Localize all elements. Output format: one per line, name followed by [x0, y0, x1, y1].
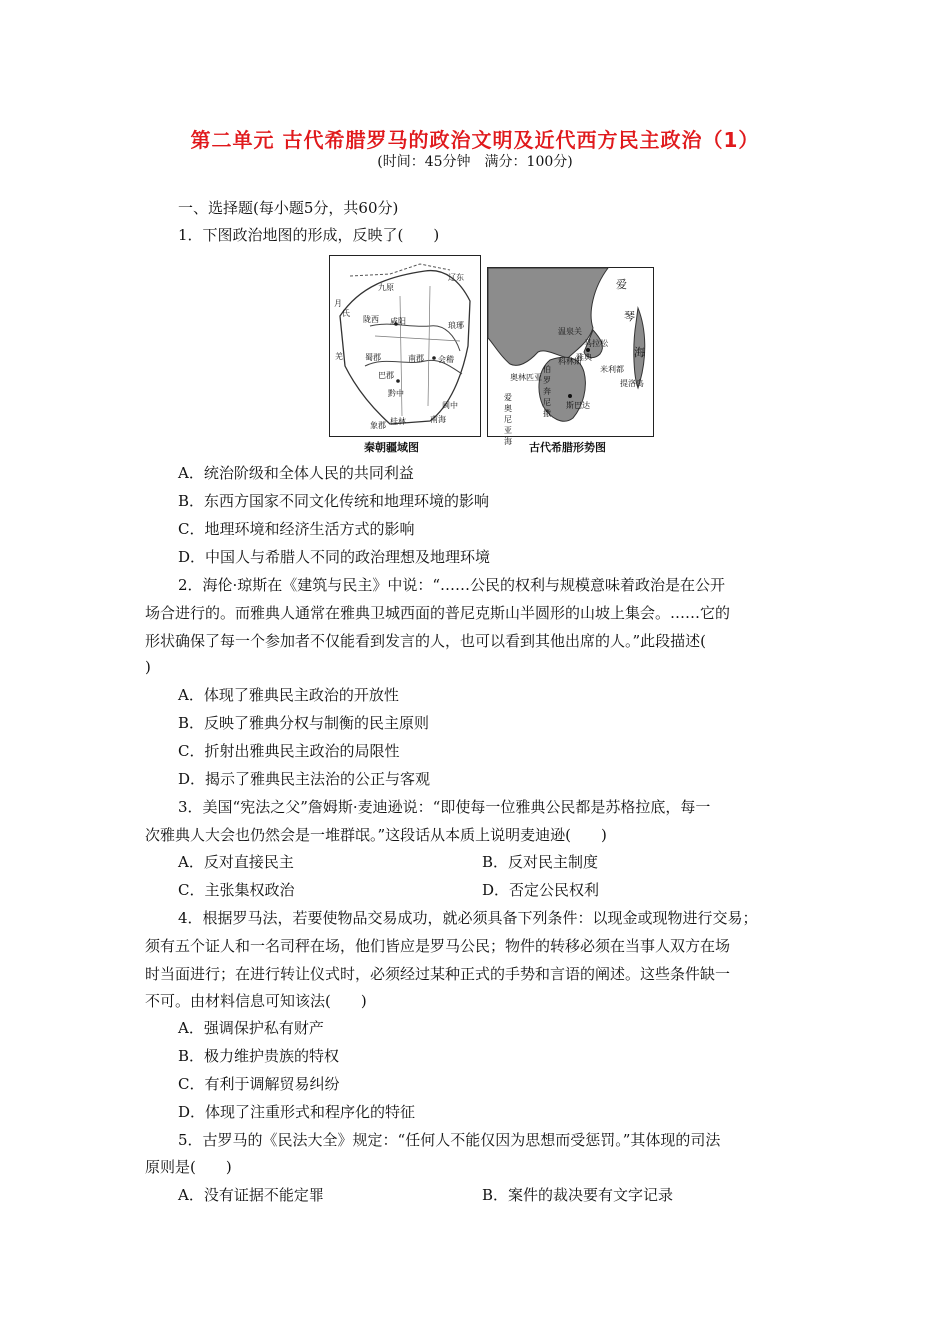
qin-label-qiang: 羌 [335, 352, 343, 361]
qin-label-longxi: 陇西 [363, 315, 379, 324]
q3-option-c: C．主张集权政治 [178, 881, 295, 899]
q2-option-a: A．体现了雅典民主政治的开放性 [178, 686, 399, 704]
greece-label-qin: 琴 [624, 310, 635, 323]
q1-option-b: B．东西方国家不同文化传统和地理环境的影响 [178, 492, 490, 510]
qin-label-nanhai: 南海 [430, 415, 446, 424]
qin-label-bajun: 巴郡 [378, 371, 394, 380]
q2-line-1: 2．海伦·琼斯在《建筑与民主》中说：“……公民的权利与规模意味着政治是在公开 [178, 576, 725, 594]
qin-label-yue: 月 [334, 299, 342, 308]
q4-line-3: 时当面进行；在进行转让仪式时，必须经过某种正式的手势和言语的阐述。这些条件缺一 [145, 965, 731, 983]
qin-label-xianyang: 咸阳 [390, 317, 406, 326]
q5-line-1: 5．古罗马的《民法大全》规定：“任何人不能仅因为思想而受惩罚。”其体现的司法 [178, 1131, 721, 1149]
q3-option-b: B．反对民主制度 [482, 853, 599, 871]
q5-line-2: 原则是( ) [145, 1158, 232, 1176]
q2-option-b: B．反映了雅典分权与制衡的民主原则 [178, 714, 430, 732]
qin-label-jiuyuan: 九原 [378, 283, 394, 292]
q4-option-a: A．强调保护私有财产 [178, 1019, 324, 1037]
qin-label-langya: 琅琊 [448, 321, 464, 330]
greece-label-delos: 提洛岛 [620, 379, 644, 388]
q2-line-4: ) [145, 658, 151, 676]
qin-label-guilin: 桂林 [390, 417, 406, 426]
qin-label-shujun: 蜀郡 [365, 353, 381, 362]
q3-line-2: 次雅典人大会也仍然会是一堆群氓。”这段话从本质上说明麦迪逊( ) [145, 826, 607, 844]
q4-line-1: 4．根据罗马法，若要使物品交易成功，就必须具备下列条件：以现金或现物进行交易； [178, 909, 758, 927]
q4-option-d: D．体现了注重形式和程序化的特征 [178, 1103, 416, 1121]
q2-line-2: 场合进行的。而雅典人通常在雅典卫城西面的普尼克斯山半圆形的山坡上集会。……它的 [145, 604, 731, 622]
q4-option-c: C．有利于调解贸易纠纷 [178, 1075, 340, 1093]
page-subtitle: (时间：45分钟 满分：100分) [377, 154, 573, 170]
greece-label-kelinsi: 科林斯 [558, 357, 582, 366]
q2-option-c: C．折射出雅典民主政治的局限性 [178, 742, 400, 760]
qin-label-nanjun: 南郡 [408, 354, 424, 363]
q1-stem: 1．下图政治地图的形成，反映了( ) [178, 226, 440, 244]
qin-label-kuaiji: 会稽 [438, 355, 454, 364]
q4-line-2: 须有五个证人和一名司秤在场，他们皆应是罗马公民；物件的转移必须在当事人双方在场 [145, 937, 731, 955]
q1-option-d: D．中国人与希腊人不同的政治理想及地理环境 [178, 548, 491, 566]
q3-option-d: D．否定公民权利 [482, 881, 600, 899]
greece-label-ionian-sea: 爱奥尼亚海 [504, 393, 512, 446]
qin-label-minzhong: 闽中 [442, 401, 458, 410]
greece-label-malasong: 马拉松 [584, 339, 608, 348]
q3-option-a: A．反对直接民主 [178, 853, 294, 871]
q5-option-b: B．案件的裁决要有文字记录 [482, 1186, 674, 1204]
greece-label-ai: 爱 [616, 278, 627, 291]
q1-maps [329, 255, 655, 455]
greece-label-yadian: 雅典 [576, 353, 592, 362]
q4-option-b: B．极力维护贵族的特权 [178, 1047, 340, 1065]
q1-option-a: A．统治阶级和全体人民的共同利益 [178, 464, 414, 482]
q2-line-3: 形状确保了每一个参加者不仅能看到发言的人，也可以看到其他出席的人。”此段描述( [145, 632, 707, 650]
greece-label-peloponnese: 伯罗奔尼撒 [543, 365, 551, 418]
q4-line-4: 不可。由材料信息可知该法( ) [145, 992, 367, 1010]
page-title: 第二单元 古代希腊罗马的政治文明及近代西方民主政治（1） [190, 128, 760, 152]
greece-map-caption: 古代希腊形势图 [529, 441, 606, 454]
greece-label-miletus: 米利都 [600, 365, 624, 374]
qin-label-liaodong: 辽东 [448, 273, 464, 282]
q3-line-1: 3．美国“宪法之父”詹姆斯·麦迪逊说：“即使每一位雅典公民都是苏格拉底，每一 [178, 798, 711, 816]
qin-label-shi: 氏 [342, 309, 350, 318]
greece-label-sibada: 斯巴达 [566, 401, 590, 410]
q2-option-d: D．揭示了雅典民主法治的公正与客观 [178, 770, 431, 788]
q1-option-c: C．地理环境和经济生活方式的影响 [178, 520, 415, 538]
qin-map-caption: 秦朝疆域图 [364, 441, 419, 454]
greece-label-hai: 海 [634, 346, 645, 359]
qin-label-qianzhong: 黔中 [388, 389, 404, 398]
greece-map [487, 267, 654, 446]
qin-map [329, 255, 481, 437]
greece-label-olympia: 奥林匹亚 [510, 373, 542, 382]
q5-option-a: A．没有证据不能定罪 [178, 1186, 324, 1204]
greece-label-wenquanguan: 温泉关 [558, 327, 582, 336]
qin-label-xiangjun: 象郡 [370, 421, 386, 430]
section-heading: 一、选择题(每小题5分，共60分) [178, 199, 399, 217]
